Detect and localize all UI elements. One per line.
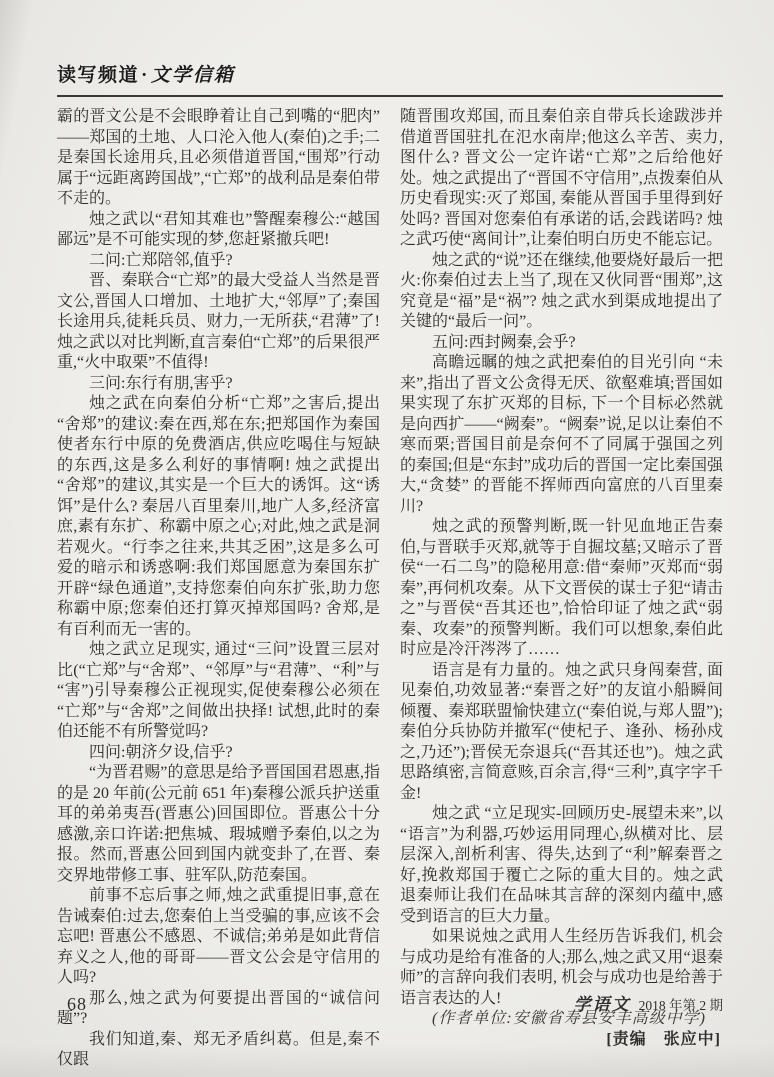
paragraph-body: 烛之武的预警判断,既一针见血地正告秦伯,与晋联手灭郑,就等于自掘坟墓;又暗示了晋侯“一石二鸟”的隐秘用意:借“秦师”灭郑而“弱秦”,再伺机攻秦。从下文晋侯的谋士子犯“请击之”与晋侯“吾其还也”,恰恰印证了烛之武“弱秦、攻秦”的预警判断。我们可以想象,秦伯此时应是冷汗涔涔了……	[400, 518, 723, 658]
paragraph-question: 二问:亡郑陪邻,值乎?	[89, 251, 233, 269]
header-rule	[57, 95, 723, 97]
paragraph-question: 三问:东行有朋,害乎?	[89, 374, 233, 392]
paragraph-question: 四问:朝济夕设,信乎?	[89, 743, 233, 761]
paragraph-body: “为晋君赐”的意思是给予晋国国君恩惠,指的是 20 年前(公元前 651 年)秦穆公派兵护送重耳的弟弟夷吾(晋惠公)回国即位。晋惠公十分感激,亲口许诺:把焦城、瑕城赠予秦伯,以之为报。然而,晋惠公回到国内就变卦了,在晋、秦交界地带修工事、驻军队,防范秦国。	[57, 764, 380, 884]
paragraph-body: 那么,烛之武为何要提出晋国的“诚信问题”?	[57, 989, 380, 1027]
paragraph-body: 晋、秦联合“亡郑”的最大受益人当然是晋文公,晋国人口增加、土地扩大,“邻厚”了;秦国长途用兵,徒耗兵员、财力,一无所获,“君薄”了! 烛之武以对比判断,直言秦伯“亡郑”的后果很严重,“火中取栗”不值得!	[57, 272, 380, 371]
paragraph-body: 烛之武的“说”还在继续,他要烧好最后一把火:你秦伯过去上当了,现在又伙同晋“围郑”,这究竟是“福”是“祸”? 烛之武水到渠成地提出了关键的“最后一问”。	[400, 251, 723, 330]
page-number: 68	[67, 994, 87, 1014]
title-separator: ·	[141, 65, 149, 86]
paragraph-question: 五问:西封阙秦,会乎?	[432, 333, 576, 351]
paragraph-body: 如果说烛之武用人生经历告诉我们, 机会与成功是给有准备的人;那么,烛之武又用“退秦师”的言辞向我们表明, 机会与成功也是给善于语言表达的人!	[400, 928, 723, 1007]
paragraph-body: 烛之武立足现实, 通过“三问”设置三层对比(“亡郑”与“舍郑”、“邻厚”与“君薄”、“利”与“害”)引导秦穆公正视现实,促使秦穆公必须在“亡郑”与“舍郑”之间做出抉择! 试想,此时的秦伯还能不有所警觉吗?	[57, 641, 380, 740]
paragraph-editor: [责编 张应中]	[606, 1030, 721, 1048]
journal-name: 学语文	[573, 995, 631, 1014]
paragraph-body: 我们知道,秦、郑无矛盾纠葛。但是,秦不仅跟	[57, 1030, 380, 1068]
article-body	[57, 107, 723, 1071]
paragraph-body: 语言是有力量的。烛之武只身闯秦营, 面见秦伯,功效显著:“秦晋之好”的友谊小船瞬间倾覆、秦郑联盟愉快建立(“秦伯说,与郑人盟”);秦伯分兵协防并撤军(“使杞子、逢孙、杨孙戍之,乃还”);晋侯无奈退兵(“吾其还也”)。烛之武思路缜密,言简意赅,百余言,得“三利”,真字字千金!	[400, 661, 723, 802]
paragraph-cont: 霸的晋文公是不会眼睁着让自己到嘴的“肥肉”——郑国的土地、人口沦入他人(秦伯)之手;二是秦国长途用兵,且必须借道晋国,“围郑”行动属于“远距离跨国战”,“亡郑”的战利品是秦伯带不走的。	[57, 108, 380, 207]
section-title	[57, 60, 723, 87]
paragraph-author: (作者单位:安徽省寿县安丰高级中学)	[432, 1010, 706, 1027]
paragraph-body: 前事不忘后事之师,烛之武重提旧事,意在告诫秦伯:过去,您秦伯上当受骗的事,应该不会忘吧! 晋惠公不感恩、不诚信;弟弟是如此背信弃义之人,他的哥哥——晋文公会是守信用的人吗?	[57, 887, 380, 986]
right-column	[400, 107, 723, 1071]
paragraph-body: 烛之武 “立足现实-回顾历史-展望未来”,以“语言”为利器,巧妙运用同理心,纵横对比、层层深入,剖析利害、得失,达到了“利”解秦晋之好,挽救郑国于覆亡之际的重大目的。烛之武退秦师让我们在品味其言辞的深刻内蕴中,感受到语言的巨大力量。	[400, 805, 723, 925]
left-column	[57, 107, 380, 1071]
paragraph-cont: 随晋围攻郑国, 而且秦伯亲自带兵长途跋涉并借道晋国驻扎在氾水南岸;他这么辛苦、卖力,图什么? 晋文公一定许诺“亡郑”之后给他好处。烛之武提出了“晋国不守信用”,点拨秦伯从历史看现实:灭了郑国, 秦能从晋国手里得到好处吗? 晋国对您秦伯有承诺的话,会践诺吗? 烛之武巧使“离间计”,让秦伯明白历史不能忘记。	[400, 108, 723, 248]
page-header	[57, 60, 723, 97]
journal-issue: 2018 年第 2 期	[638, 998, 723, 1013]
page-footer	[57, 990, 723, 1015]
paragraph-body: 高瞻远瞩的烛之武把秦伯的目光引向 “未来”,指出了晋文公贪得无厌、欲壑难填;晋国如果实现了东扩灭郑的目标, 下一个目标必然就是向西扩——“阙秦”。“阙秦”说,足以让秦伯不寒而栗;晋国目前是奈何不了同属于强国之列的秦国;但是“东封”成功后的晋国一定比秦国强大,“贪婪” 的晋能不挥师西向富庶的八百里秦川?	[400, 354, 723, 515]
column-name: 文学信箱	[150, 65, 235, 86]
paragraph-body: 烛之武在向秦伯分析“亡郑”之害后,提出“舍郑”的建议:秦在西,郑在东;把郑国作为秦国使者东行中原的免费酒店,供应吃喝住与短缺的东西,这是多么利好的事情啊! 烛之武提出“舍郑”的建议,其实是一个巨大的诱饵。这“诱饵”是什么? 秦居八百里秦川,地广人多,经济富庶,素有东扩、称霸中原之心;对此,烛之武是洞若观火。“行李之往来,共其乏困”,这是多么可爱的暗示和诱惑啊:我们郑国愿意为秦国东扩开辟“绿色通道”,支持您秦伯向东扩张,助力您称霸中原;您秦伯还打算灭掉郑国吗? 舍郑,是有百利而无一害的。	[57, 395, 380, 638]
journal-imprint	[574, 990, 723, 1015]
paragraph-body: 烛之武以“君知其难也”警醒秦穆公:“越国鄙远”是不可能实现的梦,您赶紧撤兵吧!	[57, 210, 380, 248]
channel-name: 读写频道	[57, 65, 140, 86]
